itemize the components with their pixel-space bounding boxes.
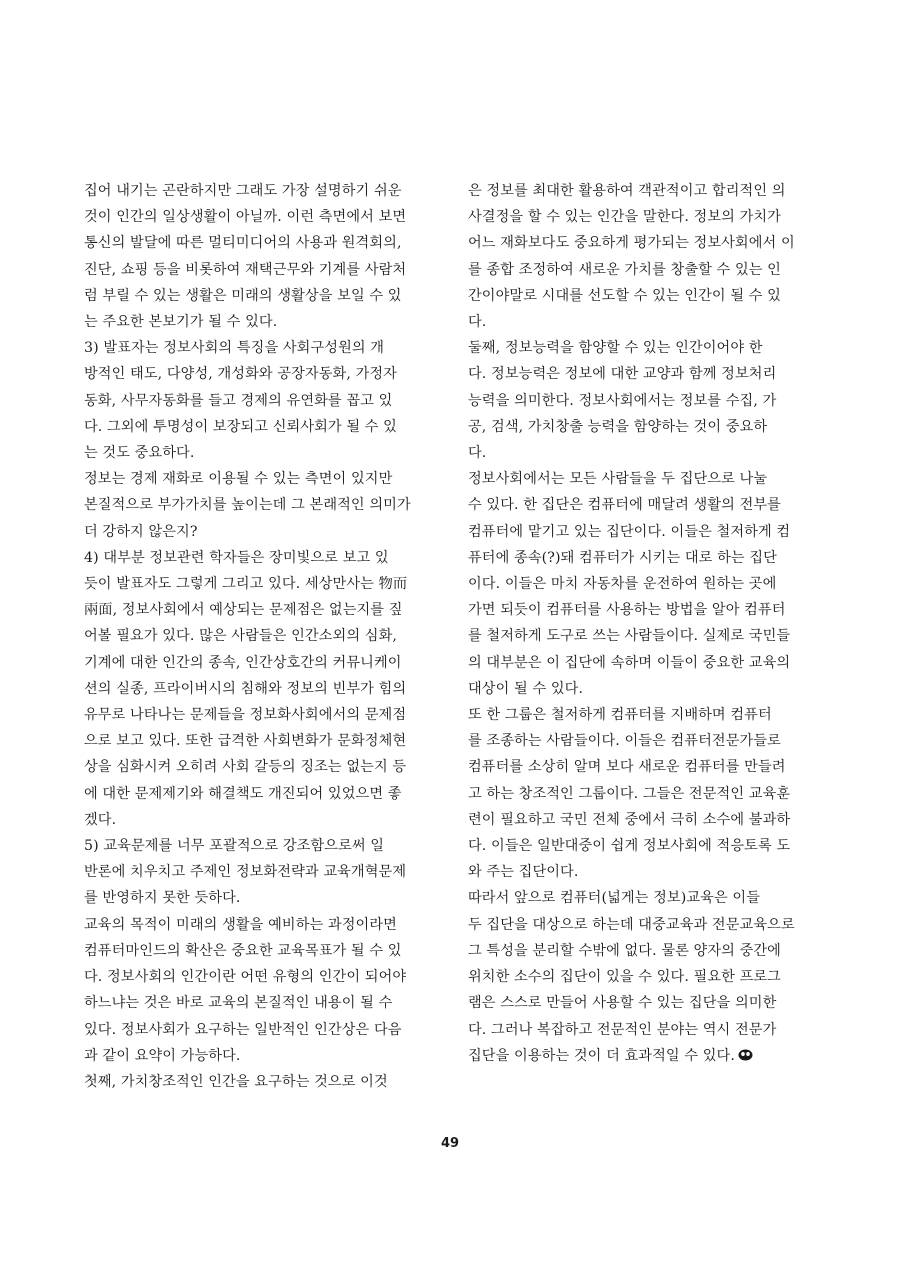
end-of-article-mark-icon: [738, 1049, 753, 1061]
left-paragraph-4: 4) 대부분 정보관련 학자들은 장미빛으로 보고 있 듯이 발표자도 그렇게 그리고 있다. 세상만사는 物而 兩面, 정보사회에서 예상되는 문제점은 없는지를 짚 어볼 필요가 있다. 많은 사람들은 인간소외의 심화, 기계에 대한 인간의 종속, 인간상호간의 커뮤니케이 션의 실종, 프라이버시의 침해와 정보의 빈부가 힘의 유무로 나타나는 문제들을 정보화사회에서의 문제점 으로 보고 있다. 또한 급격한 사회변화가 문화정체현 상을 심화시켜 오히려 사회 갈등의 징조는 없는지 등 에 대한 문제제기와 해결책도 개진되어 있었으면 좋 겠다.: [84, 549, 408, 828]
right-paragraph-3: 정보사회에서는 모든 사람들을 두 집단으로 나눌 수 있다. 한 집단은 컴퓨터에 매달려 생활의 전부를 컴퓨터에 맡기고 있는 집단이다. 이들은 철저하게 컴 퓨터에 종속(?)돼 컴퓨터가 시키는 대로 하는 집단 이다. 이들은 마치 자동차를 운전하여 원하는 곳에 가면 되듯이 컴퓨터를 사용하는 방법을 알아 컴퓨터 를 철저하게 도구로 쓰는 사람들이다. 실제로 국민들 의 대부분은 이 집단에 속하며 이들이 중요한 교육의 대상이 될 수 있다.: [468, 471, 791, 697]
page-number: 49: [440, 1136, 460, 1151]
right-paragraph-5: [468, 885, 820, 1068]
right-paragraph-4: 또 한 그룹은 철저하게 컴퓨터를 지배하며 컴퓨터 를 조종하는 사람들이다. 이들은 컴퓨터전문가들로 컴퓨터를 소상히 알며 보다 새로운 컴퓨터를 만들려 고 하는 창조적인 그룹이다. 그들은 전문적인 교육훈 련이 필요하고 국민 전체 중에서 극히 소수에 불과하 다. 이들은 일반대중이 쉽게 정보사회에 적응토록 도 와 주는 집단이다.: [468, 707, 791, 881]
right-paragraph-2: 둘째, 정보능력을 함양할 수 있는 인간이어야 한 다. 정보능력은 정보에 대한 교양과 함께 정보처리 능력을 의미한다. 정보사회에서는 정보를 수집, 가 공, 검색, 가치창출 능력을 함양하는 것이 중요하 다.: [468, 340, 777, 462]
left-paragraph-7: 첫째, 가치창조적인 인간을 요구하는 것으로 이것: [84, 1073, 388, 1090]
left-column: [84, 178, 436, 1095]
left-paragraph-6: 교육의 목적이 미래의 생활을 예비하는 과정이라면 컴퓨터마인드의 확산은 중요한 교육목표가 될 수 있 다. 정보사회의 인간이란 어떤 유형의 인간이 되어야 하느냐는 것은 바로 교육의 본질적인 내용이 될 수 있다. 정보사회가 요구하는 일반적인 인간상은 다음 과 같이 요약이 가능하다.: [84, 916, 407, 1064]
left-paragraph-5: 5) 교육문제를 너무 포괄적으로 강조함으로써 일 반론에 치우치고 주제인 정보화전략과 교육개혁문제 를 반영하지 못한 듯하다.: [84, 838, 407, 907]
right-column: [468, 178, 820, 1069]
right-paragraph-1: 은 정보를 최대한 활용하여 객관적이고 합리적인 의 사결정을 할 수 있는 인간을 말한다. 정보의 가치가 어느 재화보다도 중요하게 평가되는 정보사회에서 이 를 종합 조정하여 새로운 가치를 창출할 수 있는 인 간이야말로 시대를 선도할 수 있는 인간이 될 수 있 다.: [468, 183, 795, 331]
right-paragraph-5-text: 따라서 앞으로 컴퓨터(넓게는 정보)교육은 이들 두 집단을 대상으로 하는데 대중교육과 전문교육으로 그 특성을 분리할 수밖에 없다. 물론 양자의 중간에 위치한 소수의 집단이 있을 수 있다. 필요한 프로그 램은 스스로 만들어 사용할 수 있는 집단을 의미한 다. 그러나 복잡하고 전문적인 분야는 역시 전문가 집단을 이용하는 것이 더 효과적일 수 있다.: [468, 890, 795, 1064]
left-paragraph-2: 3) 발표자는 정보사회의 특징을 사회구성원의 개 방적인 태도, 다양성, 개성화와 공장자동화, 가정자 동화, 사무자동화를 들고 경제의 유연화를 꼽고 있 다. 그외에 투명성이 보장되고 신뢰사회가 될 수 있 는 것도 중요하다.: [84, 340, 397, 462]
left-paragraph-3: 정보는 경제 재화로 이용될 수 있는 측면이 있지만 본질적으로 부가가치를 높이는데 그 본래적인 의미가 더 강하지 않은지?: [84, 471, 411, 540]
left-paragraph-1: 집어 내기는 곤란하지만 그래도 가장 설명하기 쉬운 것이 인간의 일상생활이 아닐까. 이런 측면에서 보면 통신의 발달에 따른 멀티미디어의 사용과 원격회의, 진단, 쇼핑 등을 비롯하여 재택근무와 기계를 사람처 럼 부릴 수 있는 생활은 미래의 생활상을 보일 수 있 는 주요한 본보기가 될 수 있다.: [84, 183, 407, 331]
